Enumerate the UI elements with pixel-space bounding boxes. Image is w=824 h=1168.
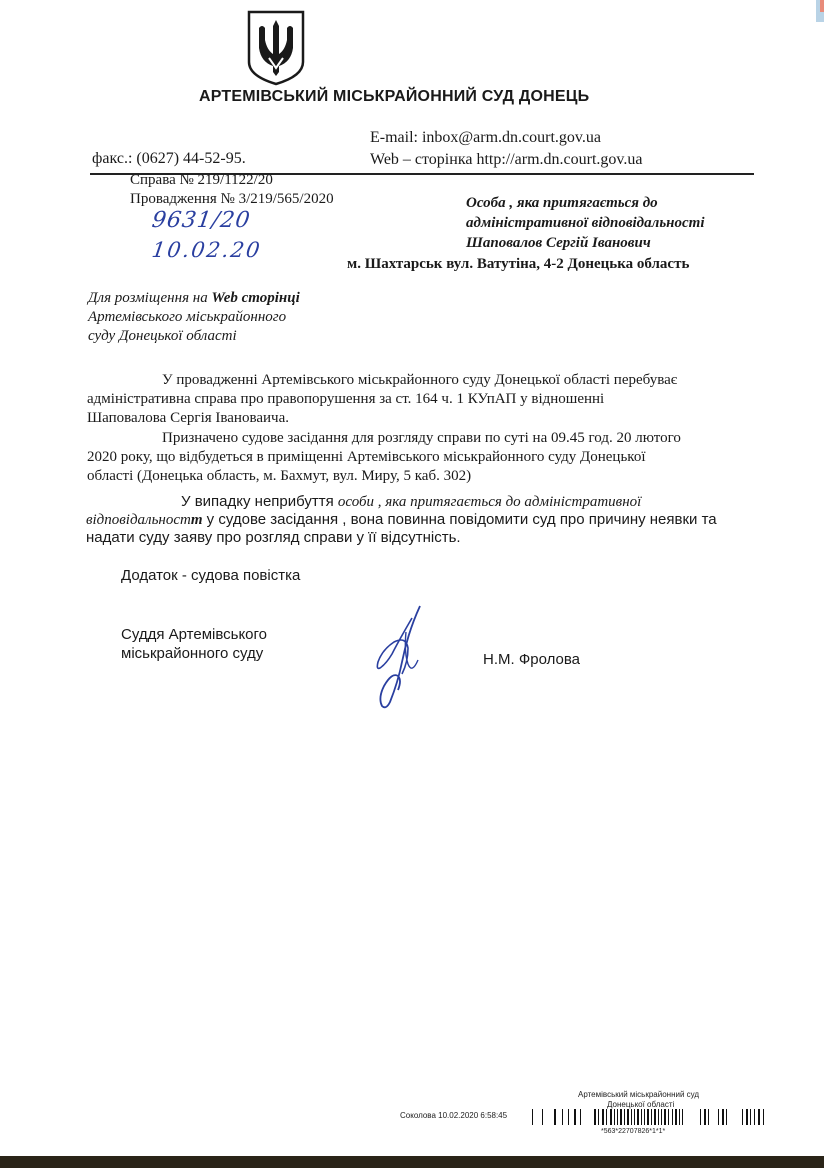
stamp-court-line-2: Донецької області (607, 1100, 675, 1109)
body-paragraph-2-line-2: 2020 року, що відбудеться в приміщенні Артемівського міськрайонного суду Донецької (87, 449, 646, 465)
body-paragraph-3-line-2 (86, 511, 717, 529)
publication-note-line-2: Артемівського міськрайонного (88, 309, 287, 325)
judge-title-line-2: міськрайонного суду (121, 645, 264, 662)
addressee-name: Шаповалов Сергій Іванович (466, 235, 651, 251)
addressee-line-1: Особа , яка притягається до (466, 195, 658, 211)
judge-title-line-1: Суддя Артемівського (121, 626, 268, 643)
addressee-address: м. Шахтарськ вул. Ватутіна, 4-2 Донецька область (347, 256, 690, 272)
addressee-line-2: адміністративної відповідальності (466, 215, 705, 231)
stamp-clerk-line: Соколова 10.02.2020 6:58:45 (400, 1111, 508, 1120)
liability-word: відповідальност (86, 512, 191, 528)
scan-bottom-edge (0, 1156, 824, 1168)
court-title: АРТЕМІВСЬКИЙ МІСЬКРАЙОННИЙ СУД ДОНЕЦЬ (199, 88, 590, 105)
judge-name: Н.М. Фролова (483, 651, 580, 668)
publication-note-line-1 (88, 290, 300, 307)
handwritten-registration-date: 10.02.20 (150, 238, 264, 262)
attachment-note: Додаток - судова повістка (121, 567, 301, 584)
barcode-icon (532, 1107, 768, 1127)
court-email: E-mail: inbox@arm.dn.court.gov.ua (370, 129, 601, 146)
liability-word-ending: т (190, 512, 203, 528)
handwritten-signature-icon (368, 602, 430, 712)
publication-note-line-3: суду Донецької області (88, 328, 237, 344)
body-paragraph-3-emphasis: особи , яка притягається до адміністративної (337, 494, 642, 510)
body-paragraph-3-text-2: у судове засідання , вона повинна повідомити суд про причину неявки та (202, 511, 717, 528)
proceeding-number: Провадження № 3/219/565/2020 (130, 191, 334, 207)
scan-edge-mark (802, 0, 824, 40)
publication-note-web: Web сторінці (211, 290, 300, 306)
case-number: Справа № 219/1122/20 (130, 172, 273, 188)
stamp-barcode-code: *563*22707826*1*1* (601, 1128, 666, 1135)
trident-emblem-icon (245, 10, 307, 86)
body-paragraph-3-line-1 (181, 493, 641, 511)
body-paragraph-1-line-3: Шаповалова Сергія Івановаича. (87, 410, 289, 426)
body-paragraph-3-line-3: надати суду заяву про розгляд справи у її відсутність. (86, 529, 461, 546)
court-fax: факс.: (0627) 44-52-95. (92, 150, 246, 167)
publication-note-text: Для розміщення на (88, 290, 212, 306)
body-paragraph-1-line-2: адміністративна справа про правопорушення за ст. 164 ч. 1 КУпАП у відношенні (87, 391, 605, 407)
body-paragraph-2-line-1: Призначено судове засідання для розгляду справи по суті на 09.45 год. 20 лютого (162, 430, 681, 446)
body-paragraph-2-line-3: області (Донецька область, м. Бахмут, вул. Миру, 5 каб. 302) (87, 468, 472, 484)
body-paragraph-1-line-1: У провадженні Артемівського міськрайонного суду Донецької області перебуває (162, 372, 678, 388)
body-paragraph-3-emphasis-2 (86, 512, 203, 528)
court-website: Web – сторінка http://arm.dn.court.gov.ua (370, 151, 643, 168)
body-paragraph-3-text: У випадку неприбуття (181, 493, 338, 510)
stamp-court-line-1: Артемівський міськрайонний суд (578, 1090, 700, 1099)
handwritten-registration-number: 9631/20 (150, 208, 253, 233)
